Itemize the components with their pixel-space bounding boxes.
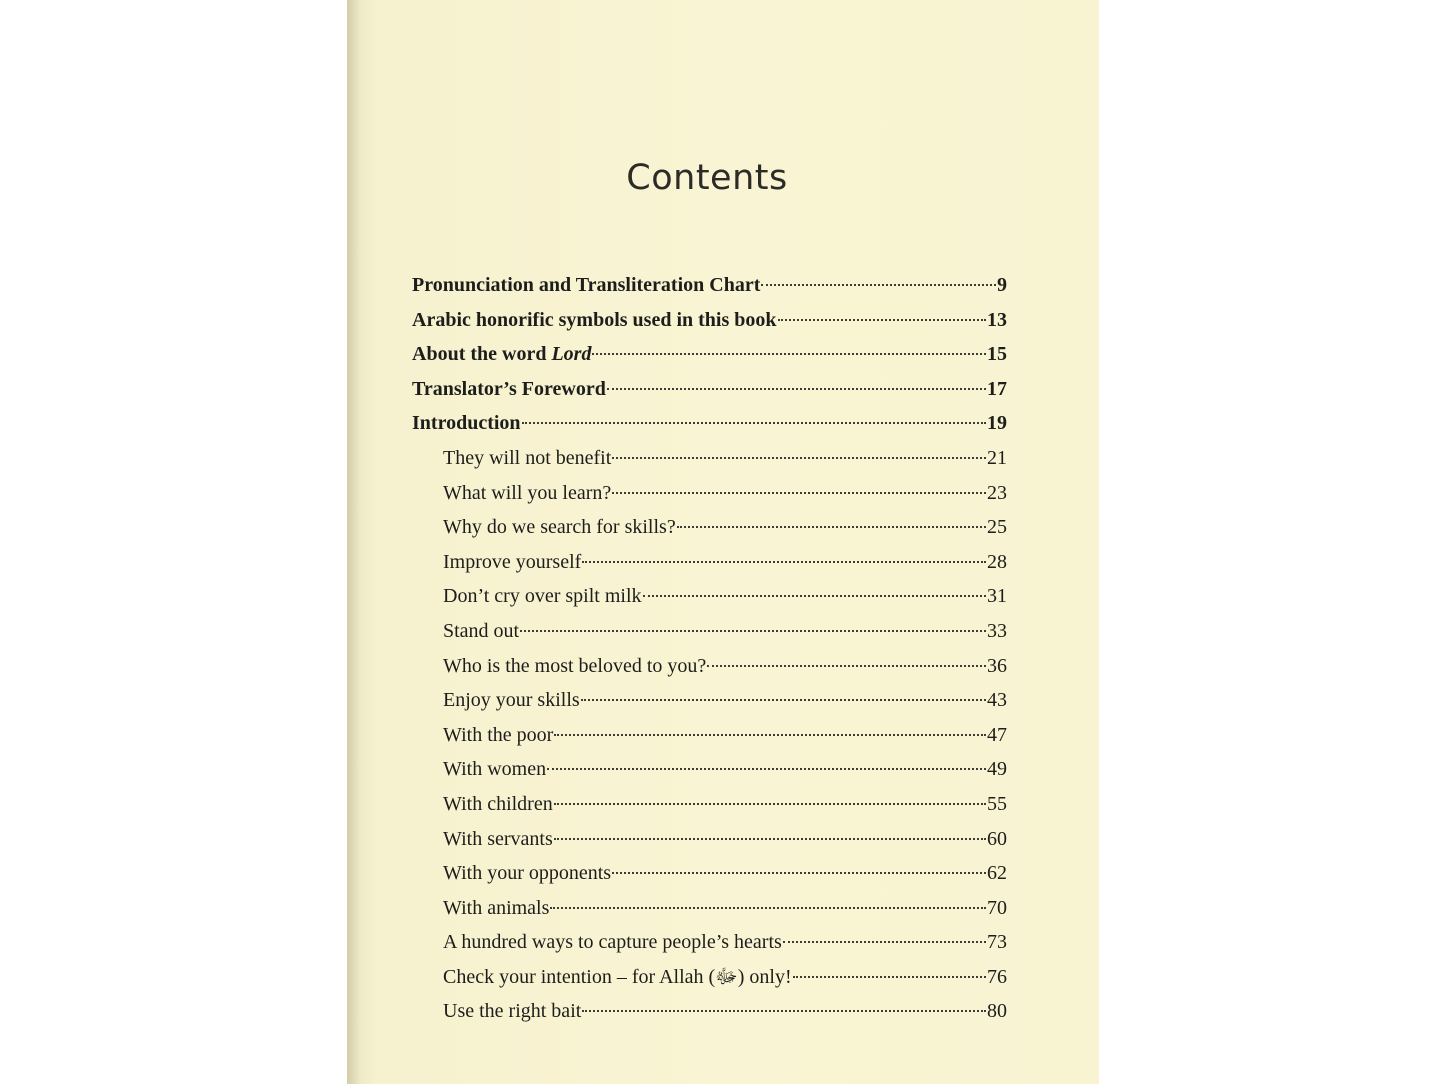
toc-subentry (412, 718, 1007, 753)
toc-leader-dots (582, 1010, 986, 1012)
toc-entry-label: With children (443, 792, 553, 815)
table-of-contents (412, 268, 1007, 1029)
toc-entry-label: Stand out (443, 619, 520, 642)
toc-subentry (412, 960, 1007, 995)
toc-entry-page: 28 (987, 550, 1007, 573)
toc-entry-page: 73 (987, 931, 1007, 954)
toc-leader-dots (612, 872, 986, 874)
toc-entry-label: Arabic honorific symbols used in this book (412, 308, 777, 331)
toc-entry-label: With servants (443, 827, 553, 850)
toc-entry-label: Check your intention – for Allah (ﷻ) only! (443, 965, 792, 988)
toc-leader-dots (607, 388, 986, 390)
toc-leader-dots (793, 976, 986, 978)
toc-entry (412, 337, 1007, 372)
toc-entry-page: 31 (987, 585, 1007, 608)
toc-entry-label: Don’t cry over spilt milk (443, 585, 642, 608)
toc-entry-label: A hundred ways to capture people’s hearts (443, 931, 782, 954)
toc-entry-page: 15 (987, 343, 1007, 366)
toc-entry-page: 19 (987, 412, 1007, 435)
toc-entry-page: 13 (987, 308, 1007, 331)
toc-leader-dots (707, 665, 986, 667)
toc-entry-page: 9 (997, 274, 1007, 296)
toc-entry-page: 17 (987, 377, 1007, 400)
toc-entry-label (412, 337, 591, 372)
toc-leader-dots (783, 941, 986, 943)
toc-entry-label: What will you learn? (443, 481, 612, 504)
toc-leader-dots (677, 526, 986, 528)
toc-entry-page: 60 (987, 827, 1007, 850)
toc-subentry (412, 476, 1007, 511)
toc-leader-dots (778, 319, 986, 321)
toc-entry-label: With the poor (443, 723, 554, 746)
toc-leader-dots (581, 699, 986, 701)
toc-entry (412, 303, 1007, 338)
toc-entry-page: 76 (987, 965, 1007, 988)
toc-entry-label: With animals (443, 896, 550, 919)
toc-subentry (412, 891, 1007, 926)
toc-leader-dots (547, 768, 986, 770)
toc-subentry (412, 994, 1007, 1029)
toc-entry-page: 70 (987, 896, 1007, 919)
toc-entry-page: 36 (987, 654, 1007, 677)
toc-entry-page: 23 (987, 481, 1007, 504)
toc-leader-dots (643, 595, 987, 597)
toc-subentry (412, 925, 1007, 960)
toc-entry-page: 47 (987, 723, 1007, 746)
toc-entry-label-italic: Lord (551, 343, 592, 366)
toc-leader-dots (520, 630, 986, 632)
toc-entry-label: Why do we search for skills? (443, 516, 676, 539)
toc-subentry (412, 510, 1007, 545)
toc-leader-dots (554, 838, 986, 840)
toc-subentry (412, 545, 1007, 580)
toc-entry-page: 55 (987, 792, 1007, 815)
toc-leader-dots (761, 284, 996, 286)
toc-subentry (412, 614, 1007, 649)
toc-subentry (412, 856, 1007, 891)
page-title: Contents (626, 158, 788, 198)
toc-entry-label: Enjoy your skills (443, 689, 580, 712)
toc-leader-dots (550, 907, 986, 909)
toc-entry-page: 25 (987, 516, 1007, 539)
toc-entry (412, 406, 1007, 441)
toc-entry-label: Introduction (412, 412, 521, 435)
toc-entry-label: With women (443, 758, 547, 781)
toc-leader-dots (612, 457, 986, 459)
toc-entry-label-prefix: About the word (412, 343, 552, 366)
toc-leader-dots (554, 734, 986, 736)
toc-subentry (412, 579, 1007, 614)
toc-entry-label: With your opponents (443, 862, 612, 885)
toc-entry-label: Who is the most beloved to you? (443, 654, 707, 677)
toc-entry-label: Pronunciation and Transliteration Chart (412, 274, 761, 296)
toc-entry-page: 49 (987, 758, 1007, 781)
book-page (347, 0, 1099, 1084)
toc-entry-page: 80 (987, 1000, 1007, 1023)
toc-subentry (412, 752, 1007, 787)
toc-leader-dots (522, 422, 986, 424)
toc-entry-page: 21 (987, 446, 1007, 469)
toc-entry-label: Improve yourself (443, 550, 582, 573)
toc-entry-page: 62 (987, 862, 1007, 885)
toc-leader-dots (612, 492, 986, 494)
toc-leader-dots (554, 803, 986, 805)
toc-entry-label: They will not benefit (443, 446, 612, 469)
toc-entry-page: 33 (987, 619, 1007, 642)
toc-subentry (412, 683, 1007, 718)
toc-entry (412, 372, 1007, 407)
toc-subentry (412, 787, 1007, 822)
toc-entry (412, 268, 1007, 303)
toc-leader-dots (582, 561, 986, 563)
toc-entry-page: 43 (987, 689, 1007, 712)
toc-leader-dots (592, 353, 986, 355)
toc-entry-label: Use the right bait (443, 1000, 582, 1023)
toc-subentry (412, 441, 1007, 476)
toc-subentry (412, 649, 1007, 684)
toc-entry-label: Translator’s Foreword (412, 377, 606, 400)
toc-subentry (412, 822, 1007, 857)
